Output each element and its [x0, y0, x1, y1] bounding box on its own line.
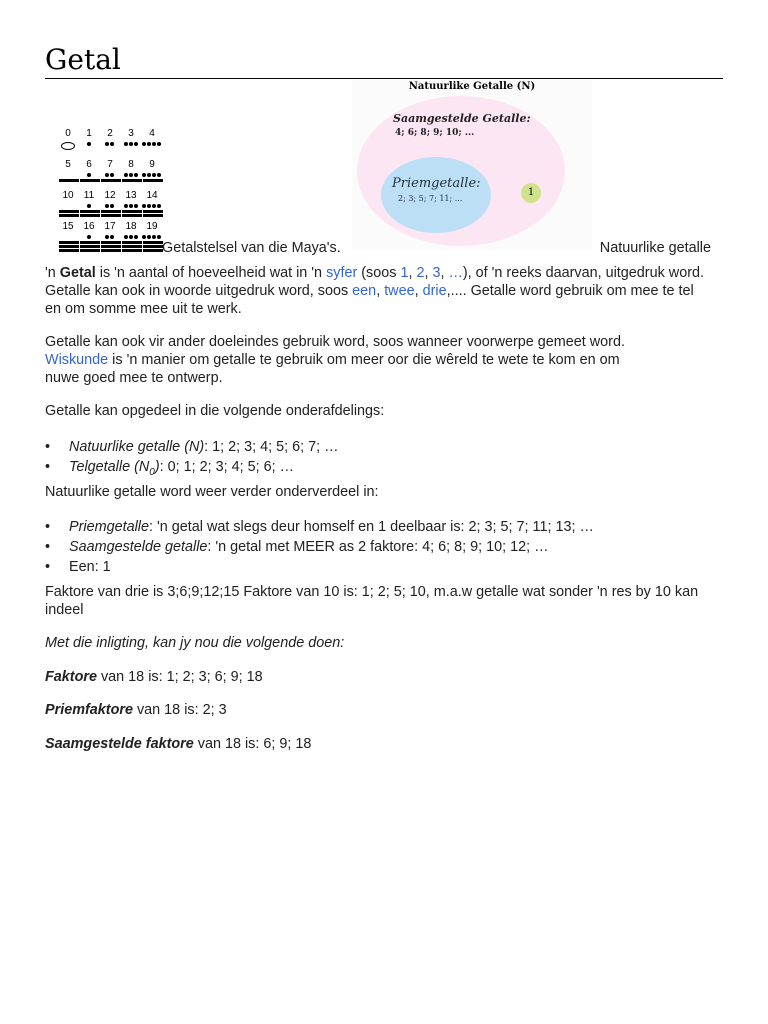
maya-dot	[124, 142, 128, 146]
maya-numeral	[78, 159, 100, 171]
maya-dot	[157, 235, 161, 239]
example-term: Priemfaktore	[45, 702, 133, 718]
page-title: Getal	[45, 43, 121, 76]
link-een[interactable]: een	[352, 283, 377, 299]
maya-dot	[124, 204, 128, 208]
maya-numeral	[57, 128, 79, 140]
maya-bar	[143, 179, 163, 182]
list-item	[45, 517, 713, 537]
maya-bar	[101, 210, 121, 213]
intro-text: (soos	[357, 265, 401, 281]
maya-dot	[152, 204, 156, 208]
purpose-text: Getalle kan ook vir ander doeleindes gebruik word, soos wanneer voorwerpe gemeet word.	[45, 334, 625, 350]
maya-numeral	[120, 190, 142, 202]
maya-dot	[157, 142, 161, 146]
example-prime-factors	[45, 701, 713, 719]
example-term: Faktore	[45, 669, 97, 685]
maya-bar	[59, 245, 79, 248]
link-drie[interactable]: drie	[422, 283, 447, 299]
maya-bar	[143, 249, 163, 252]
natural-numbers-diagram[interactable]	[352, 80, 592, 250]
separator: ,	[376, 283, 385, 299]
venn-prime-values: 2; 3; 5; 7; 11; ...	[398, 194, 463, 203]
maya-bar	[59, 210, 79, 213]
maya-bar	[143, 241, 163, 244]
maya-bar	[122, 245, 142, 248]
maya-bar	[59, 249, 79, 252]
factors-paragraph: Faktore van drie is 3;6;9;12;15 Faktore van 10 is: 1; 2; 5; 10, m.a.w getalle wat sonder 'n res by 10 kan indeel	[45, 584, 699, 618]
link-wiskunde[interactable]: Wiskunde	[45, 352, 109, 368]
maya-dot	[105, 142, 109, 146]
maya-numeral-label: 0	[65, 128, 71, 139]
example-term: Saamgestelde faktore	[45, 736, 194, 752]
list-term: Natuurlike getalle (N)	[69, 439, 205, 455]
maya-numeral	[57, 159, 79, 171]
list-item	[45, 457, 713, 483]
example-composite-factors	[45, 735, 713, 753]
maya-dot	[124, 235, 128, 239]
maya-bar	[80, 210, 100, 213]
list-term-subscript: 0	[149, 466, 155, 478]
list-text: : 1; 2; 3; 4; 5; 6; 7; …	[204, 439, 339, 455]
maya-numerals-image[interactable]	[57, 128, 177, 256]
maya-numeral	[78, 221, 100, 233]
maya-dot	[129, 142, 133, 146]
maya-bar	[101, 179, 121, 182]
maya-dot	[110, 142, 114, 146]
intro-text: is 'n aantal of hoeveelheid wat in 'n	[95, 265, 327, 281]
venn-title: Natuurlike Getalle (N)	[408, 81, 536, 92]
example-text: van 18 is: 2; 3	[132, 702, 227, 718]
example-text: van 18 is: 6; 9; 18	[193, 736, 312, 752]
intro-text: ), of 'n reeks daarvan, uitgedruk word. Getalle kan ook in woorde uitgedruk word, soos	[45, 265, 704, 299]
maya-dot	[142, 173, 146, 177]
maya-bar	[101, 245, 121, 248]
purpose-text: is 'n manier om getalle te gebruik om meer oor die wêreld te wete te kom en om nuwe goed mee te ontwerp.	[45, 352, 620, 386]
maya-bar	[122, 214, 142, 217]
maya-numeral-label: 2	[107, 128, 113, 139]
link-ellipsis[interactable]: …	[448, 265, 463, 281]
maya-dot	[147, 142, 151, 146]
maya-bar	[59, 241, 79, 244]
maya-numeral-label: 1	[86, 128, 92, 139]
maya-shell-icon	[61, 142, 75, 150]
link-3[interactable]: 3	[432, 265, 441, 281]
maya-dot	[134, 142, 138, 146]
maya-numeral-label: 4	[149, 128, 155, 139]
maya-dot	[157, 173, 161, 177]
maya-numeral	[141, 128, 163, 140]
maya-bar	[143, 214, 163, 217]
subdivisions-intro: Getalle kan opgedeel in die volgende onderafdelings:	[45, 403, 385, 419]
maya-bar	[80, 249, 100, 252]
list-text: : 0; 1; 2; 3; 4; 5; 6; …	[159, 459, 295, 475]
maya-numeral	[141, 190, 163, 202]
maya-numeral-label: 16	[83, 221, 95, 232]
maya-bar	[122, 179, 142, 182]
instructions-text: Met die inligting, kan jy nou die volgende doen:	[45, 635, 345, 651]
maya-dot	[142, 204, 146, 208]
maya-numeral-label: 6	[86, 159, 92, 170]
maya-dot	[110, 173, 114, 177]
maya-dot	[105, 235, 109, 239]
maya-numeral-label: 11	[83, 190, 95, 201]
maya-dot	[152, 142, 156, 146]
maya-numeral-label: 14	[146, 190, 158, 201]
maya-dot	[110, 235, 114, 239]
maya-numeral-label: 12	[104, 190, 116, 201]
natural-subdivision-intro: Natuurlike getalle word weer verder onderverdeel in:	[45, 484, 379, 500]
maya-dot	[134, 173, 138, 177]
list-term-text: )	[154, 459, 160, 475]
maya-bar	[80, 214, 100, 217]
venn-figure-caption: Natuurlike getalle	[599, 240, 711, 256]
maya-numeral-label: 9	[149, 159, 155, 170]
list-term: Priemgetalle	[69, 519, 149, 535]
list-item	[45, 537, 713, 557]
maya-bar	[101, 249, 121, 252]
intro-text: 'n	[45, 265, 60, 281]
venn-composite-label: Saamgestelde Getalle:	[393, 112, 531, 125]
maya-dot	[87, 235, 91, 239]
maya-bar	[122, 210, 142, 213]
separator: ,	[414, 283, 423, 299]
maya-dot	[129, 204, 133, 208]
maya-numeral-label: 15	[62, 221, 74, 232]
list-text: : 'n getal met MEER as 2 faktore: 4; 6; 8; 9; 10; 12; …	[207, 539, 549, 555]
maya-bar	[101, 241, 121, 244]
maya-bar	[122, 241, 142, 244]
maya-numeral-label: 13	[125, 190, 137, 201]
maya-dot	[87, 204, 91, 208]
maya-numeral	[78, 128, 100, 140]
maya-numeral	[141, 221, 163, 233]
maya-numeral	[120, 128, 142, 140]
maya-dot	[142, 142, 146, 146]
maya-numeral-label: 10	[62, 190, 74, 201]
maya-bar	[143, 210, 163, 213]
natural-subsets-list	[45, 517, 713, 577]
maya-dot	[152, 173, 156, 177]
number-sets-list	[45, 437, 713, 483]
separator: ,	[408, 265, 417, 281]
maya-dot	[129, 235, 133, 239]
maya-bar	[59, 214, 79, 217]
maya-dot	[147, 235, 151, 239]
maya-bar	[80, 179, 100, 182]
maya-numeral-label: 19	[146, 221, 158, 232]
intro-paragraph	[45, 264, 713, 318]
maya-dot	[105, 204, 109, 208]
maya-numeral-label: 5	[65, 159, 71, 170]
intro-text: ,.... Getalle word gebruik om mee te tel en om somme mee uit te werk.	[45, 283, 694, 317]
maya-numeral	[57, 190, 79, 202]
maya-numeral	[120, 159, 142, 171]
venn-prime-label: Priemgetalle:	[392, 176, 481, 191]
maya-numeral-label: 18	[125, 221, 137, 232]
maya-dot	[87, 173, 91, 177]
maya-numeral	[99, 190, 121, 202]
maya-numeral	[99, 221, 121, 233]
maya-bar	[143, 245, 163, 248]
maya-figure-caption: Getalstelsel van die Maya's.	[162, 240, 341, 256]
maya-dot	[134, 235, 138, 239]
list-text: Een: 1	[69, 559, 111, 575]
maya-numeral	[120, 221, 142, 233]
venn-composite-values: 4; 6; 8; 9; 10; ...	[395, 128, 475, 138]
separator: ,	[440, 265, 449, 281]
maya-numeral-label: 3	[128, 128, 134, 139]
list-term	[69, 459, 160, 478]
maya-dot	[110, 204, 114, 208]
link-syfer[interactable]: syfer	[326, 265, 358, 281]
maya-dot	[152, 235, 156, 239]
maya-numeral	[141, 159, 163, 171]
maya-dot	[124, 173, 128, 177]
list-text: : 'n getal wat slegs deur homself en 1 deelbaar is: 2; 3; 5; 7; 11; 13; …	[149, 519, 594, 535]
maya-dot	[157, 204, 161, 208]
link-twee[interactable]: twee	[384, 283, 415, 299]
maya-dot	[87, 142, 91, 146]
maya-dot	[147, 204, 151, 208]
purpose-paragraph	[45, 333, 625, 387]
maya-dot	[147, 173, 151, 177]
example-text: van 18 is: 1; 2; 3; 6; 9; 18	[96, 669, 263, 685]
maya-bar	[101, 214, 121, 217]
list-term-text: Telgetalle (N	[69, 459, 150, 475]
maya-numeral-label: 8	[128, 159, 134, 170]
title-divider	[45, 78, 723, 79]
maya-numeral	[99, 128, 121, 140]
list-item	[45, 437, 713, 457]
maya-numeral-label: 7	[107, 159, 113, 170]
maya-numeral	[78, 190, 100, 202]
list-item	[45, 557, 713, 577]
venn-one-circle: 1	[521, 183, 541, 203]
maya-numeral	[57, 221, 79, 233]
instructions-paragraph	[45, 634, 713, 652]
maya-bar	[80, 241, 100, 244]
maya-bar	[59, 179, 79, 182]
maya-bar	[122, 249, 142, 252]
intro-term: Getal	[59, 265, 96, 281]
list-term: Saamgestelde getalle	[69, 539, 208, 555]
maya-numeral-label: 17	[104, 221, 116, 232]
maya-dot	[134, 204, 138, 208]
separator: ,	[424, 265, 433, 281]
example-factors	[45, 668, 713, 686]
maya-dot	[129, 173, 133, 177]
maya-dot	[142, 235, 146, 239]
maya-dot	[105, 173, 109, 177]
link-1[interactable]: 1	[400, 265, 409, 281]
maya-bar	[80, 245, 100, 248]
maya-numeral	[99, 159, 121, 171]
link-2[interactable]: 2	[416, 265, 425, 281]
